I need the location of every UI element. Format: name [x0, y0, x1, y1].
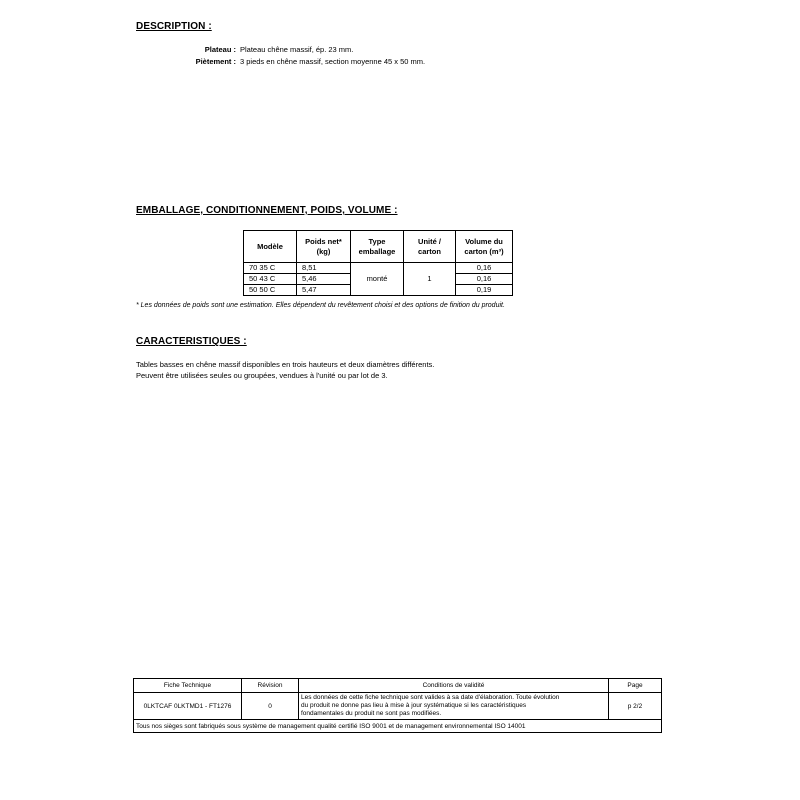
footer-header-row	[134, 679, 662, 693]
volume-cell: 0,19	[456, 285, 513, 296]
weight-cell: 5,46	[297, 274, 351, 285]
unit-cell: 1	[404, 263, 456, 296]
volume-cell: 0,16	[456, 263, 513, 274]
footer-value-row	[134, 693, 662, 720]
column-header-weight: Poids net* (kg)	[297, 231, 351, 263]
model-cell: 70 35 C	[244, 263, 297, 274]
column-header-model: Modèle	[244, 231, 297, 263]
packaging-table-header-row	[244, 231, 513, 263]
footer-header-page: Page	[609, 679, 662, 693]
footer-header-revision: Révision	[242, 679, 299, 693]
description-value: 3 pieds en chêne massif, section moyenne 45 x 50 mm.	[240, 57, 426, 66]
volume-cell: 0,16	[456, 274, 513, 285]
weight-note: * Les données de poids sont une estimation. Elles dépendent du revêtement choisi et des options de finition du produit.	[136, 302, 505, 309]
description-row-pietement	[136, 56, 556, 68]
weight-cell: 8,51	[297, 263, 351, 274]
footer-iso-row	[134, 720, 662, 733]
iso-certification-text: Tous nos sièges sont fabriqués sous système de management qualité certifié ISO 9001 et de management environnemental ISO 14001	[134, 720, 662, 733]
description-label: Piètement :	[195, 57, 236, 66]
description-row-plateau	[136, 44, 556, 56]
characteristics-line: Peuvent être utilisées seules ou groupées, vendues à l'unité ou par lot de 3.	[136, 371, 388, 380]
description-heading: DESCRIPTION :	[136, 21, 212, 32]
footer-header-sheet: Fiche Technique	[134, 679, 242, 693]
column-header-volume: Volume du carton (m³)	[456, 231, 513, 263]
sheet-reference: 0LKTCAF 0LKTMD1 - FT1276	[134, 693, 242, 720]
model-cell: 50 50 C	[244, 285, 297, 296]
characteristics-text	[136, 359, 434, 381]
revision-number: 0	[242, 693, 299, 720]
packaging-heading: EMBALLAGE, CONDITIONNEMENT, POIDS, VOLUME :	[136, 205, 398, 216]
description-block	[136, 44, 556, 68]
type-cell: monté	[351, 263, 404, 296]
characteristics-heading: CARACTERISTIQUES :	[136, 336, 247, 347]
page-number: p 2/2	[609, 693, 662, 720]
footer-header-conditions: Conditions de validité	[299, 679, 609, 693]
footer-table	[133, 678, 662, 733]
column-header-type: Type emballage	[351, 231, 404, 263]
table-row	[244, 263, 513, 274]
characteristics-line: Tables basses en chêne massif disponibles en trois hauteurs et deux diamètres différents.	[136, 360, 435, 369]
model-cell: 50 43 C	[244, 274, 297, 285]
column-header-unit: Unité / carton	[404, 231, 456, 263]
description-label: Plateau :	[204, 45, 236, 54]
weight-cell: 5,47	[297, 285, 351, 296]
packaging-table	[243, 230, 513, 296]
description-value: Plateau chêne massif, ép. 23 mm.	[240, 45, 354, 54]
validity-conditions: Les données de cette fiche technique sont valides à sa date d'élaboration. Toute évolution du produit ne donne pas lieu à mise à jour systématique si les caractéristiques fondamentales du produit ne sont pas modifiées.	[299, 693, 609, 720]
